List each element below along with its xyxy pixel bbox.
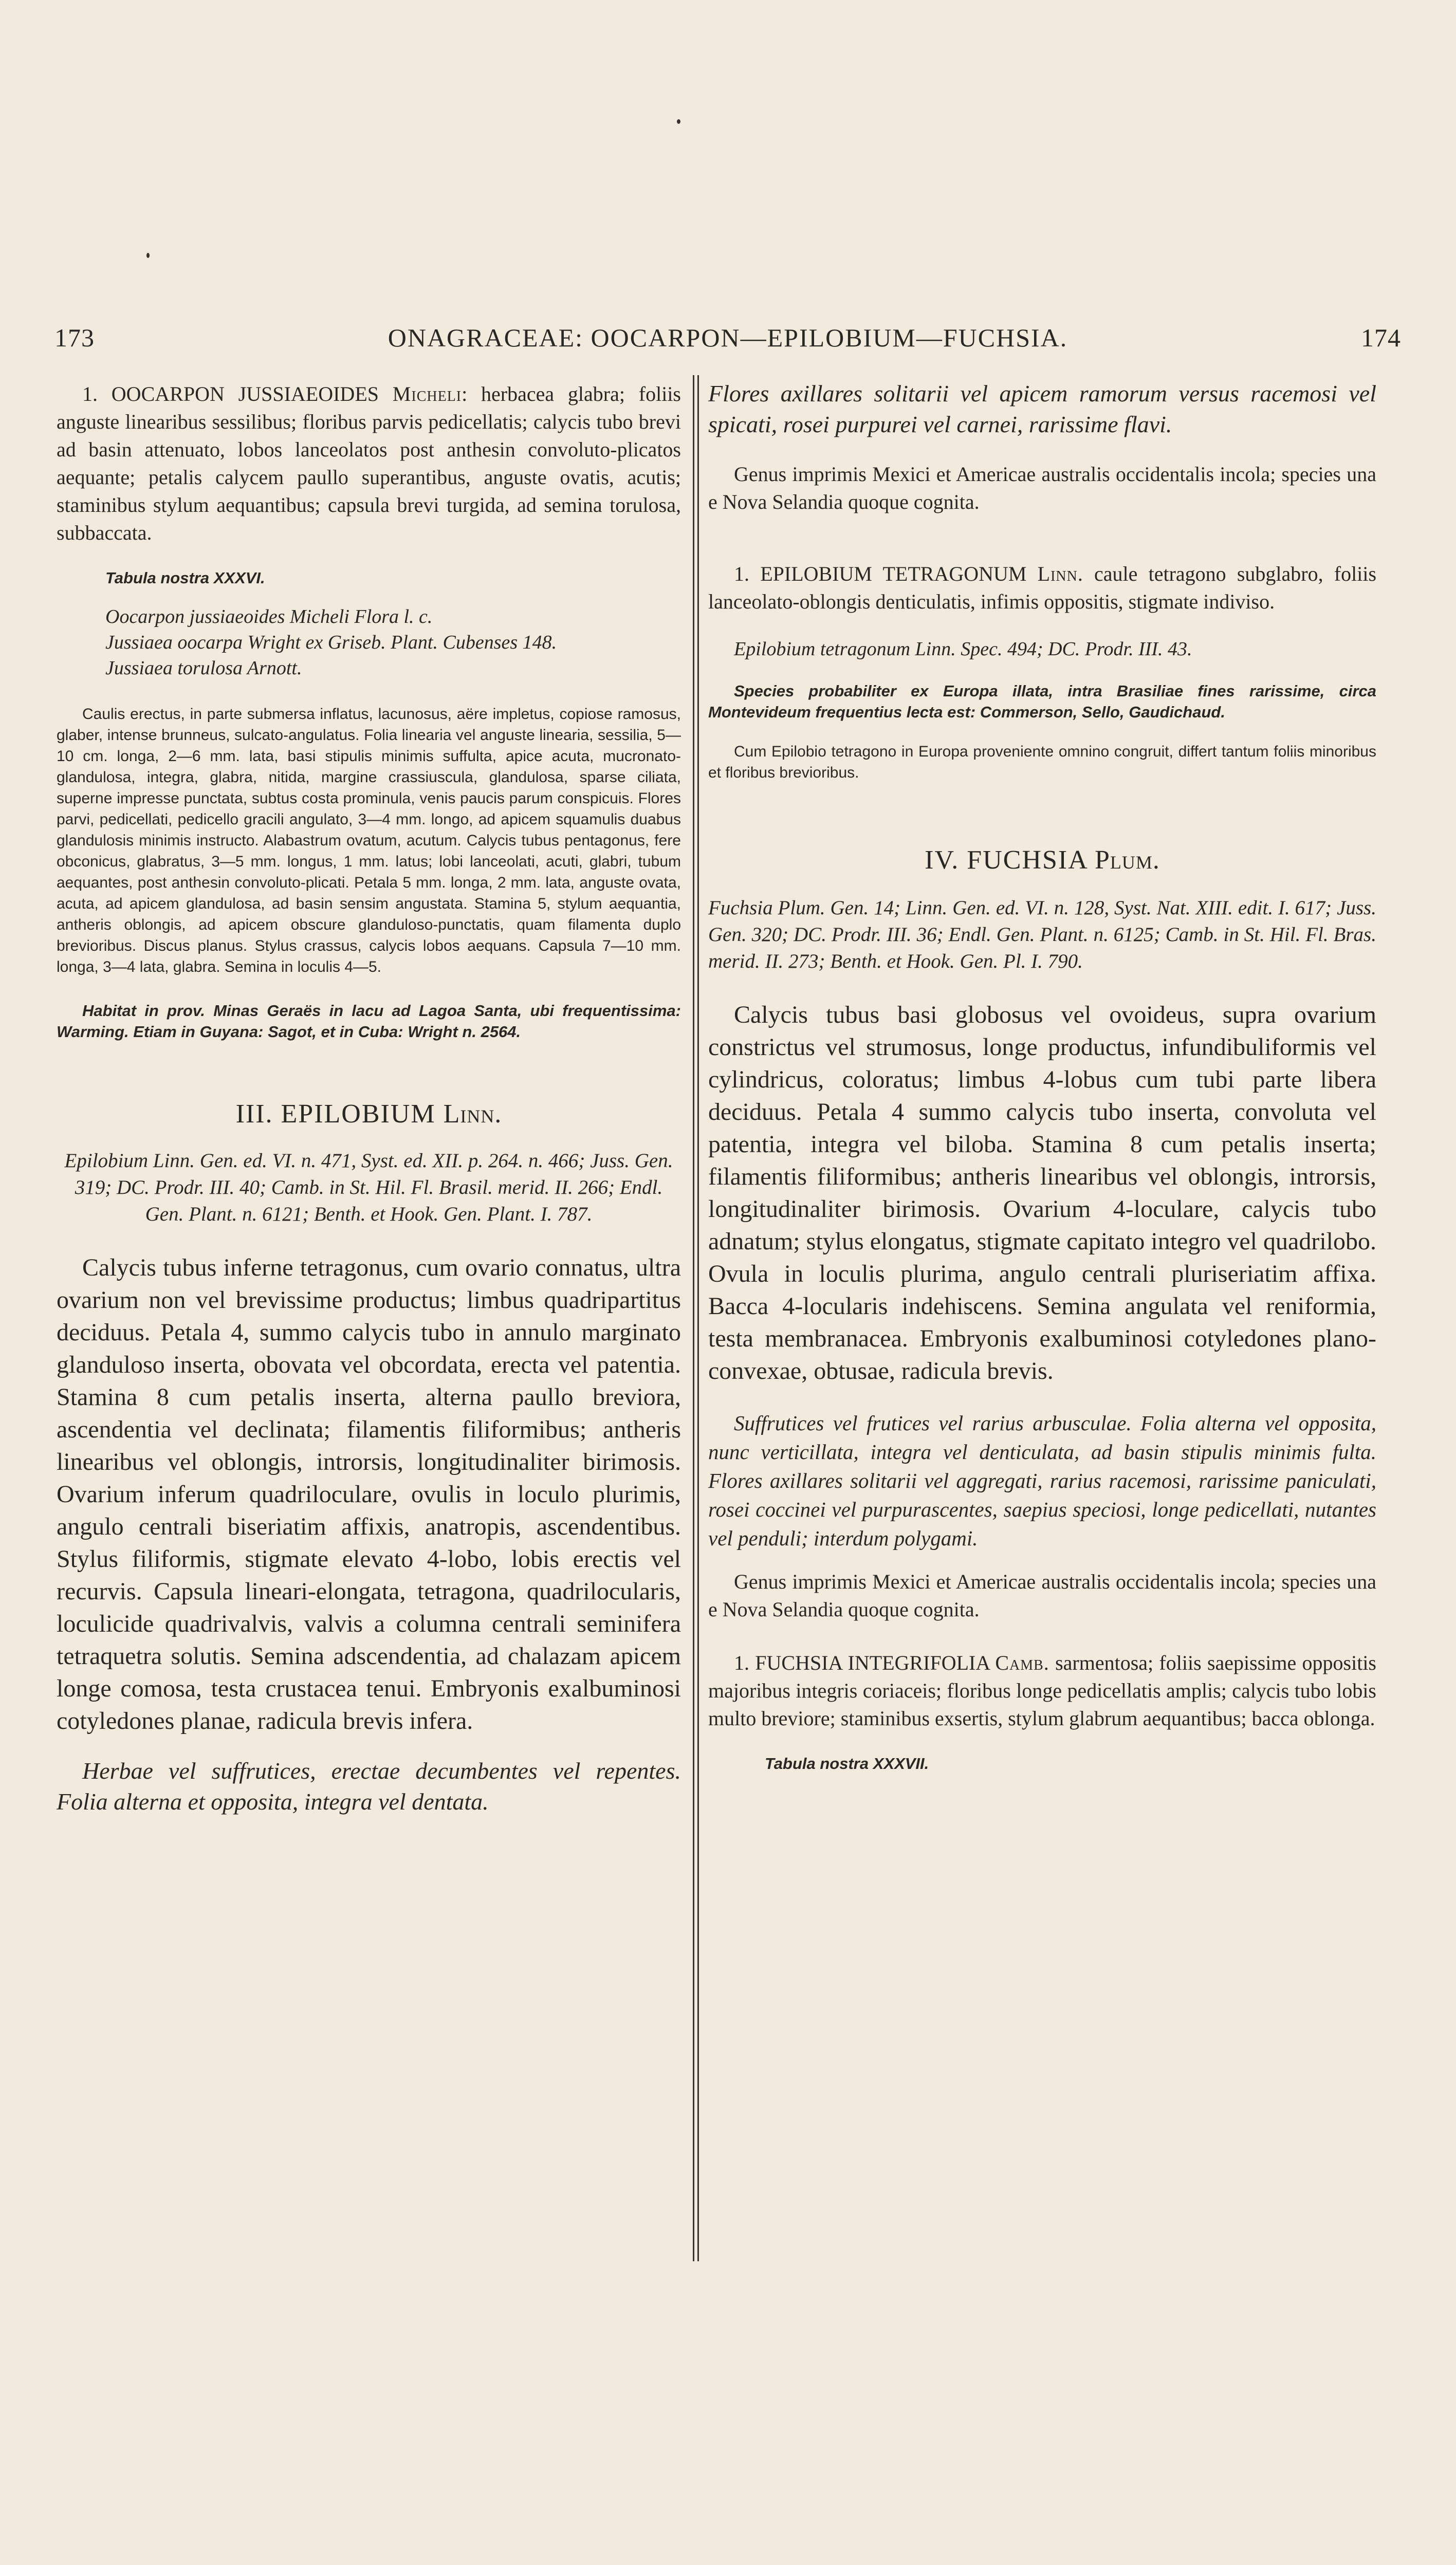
stray-mark — [677, 119, 680, 124]
genus-references: Epilobium Linn. Gen. ed. VI. n. 471, Syst. ed. XII. p. 264. n. 466; Juss. Gen. 319; DC. Prodr. III. 40; Camb. in St. Hil. Fl. Brasil. merid. II. 266; Endl. Gen. Plant. n. 6121; Benth. et Hook. Gen. Plant. I. 787. — [64, 1150, 673, 1225]
column-divider-rule — [697, 375, 699, 2261]
genus-heading — [57, 1099, 681, 1129]
species-note: Cum Epilobio tetragono in Europa proveniente omnino congruit, differt tantum foliis minoribus et floribus brevioribus. — [708, 743, 1376, 781]
genus-habit-continued: Flores axillares solitarii vel apicem ramorum versus racemosi vel spicati, rosei purpurei vel carnei, rarissime flavi. — [708, 380, 1376, 437]
synonym: Jussiaea oocarpa Wright ex Griseb. Plant. Cubenses 148. — [105, 632, 557, 653]
species-description — [708, 1649, 1376, 1732]
species-number: 1. — [82, 382, 98, 405]
right-column — [708, 375, 1376, 1774]
running-title: ONAGRACEAE: OOCARPON—EPILOBIUM—FUCHSIA. — [388, 323, 1068, 352]
species-author: Micheli — [392, 382, 462, 405]
synonym: Oocarpon jussiaeoides Micheli Flora l. c. — [105, 606, 433, 628]
genus-author: Plum. — [1094, 845, 1160, 875]
species-reference: Epilobium tetragonum Linn. Spec. 494; DC. Prodr. III. 43. — [734, 638, 1192, 660]
genus-description: Calycis tubus inferne tetragonus, cum ovario connatus, ultra ovarium non vel brevissime productus; limbus quadripartitus deciduus. Petala 4, summo calycis tubo in annulo marginato glanduloso inserta, obovata vel obcordata, erecta vel patentia. Stamina 8 cum petalis inserta, alterna paullo breviora, ascendentia vel declinata; filamentis filiformibus; antheris linearibus vel oblongis, introrsis, longitudinaliter birimosis. Ovarium inferum quadriloculare, ovulis in loculo plurimis, angulo centrali biseriatim affixis, anatropis, ascendentibus. Stylus filiformis, stigmate elevato 4-lobo, lobis erectis vel recurvis. Capsula lineari-elongata, tetragona, quadrilocularis, loculicide quadrivalvis, valvis a columna centrali seminifera tetraquetra solutis. Semina adscendentia, ad chalazam apicem longe comosa, testa crustacea tenui. Embryonis exalbuminosi cotyledones planae, radicula brevis infera. — [57, 1254, 681, 1734]
species-diagnosis: sarmentosa; foliis saepissime oppositis majoribus integris coriaceis; floribus longe pedicellatis amplis; calycis tubo lobis multo breviore; staminibus exsertis, stylum glabrum aequantibus; bacca oblonga. — [708, 1651, 1376, 1730]
page-number-right: 174 — [1361, 323, 1401, 352]
species-number: 1. — [734, 562, 749, 585]
left-column — [57, 375, 681, 1817]
genus-description: Calycis tubus basi globosus vel ovoideus, supra ovarium constrictus vel strumosus, longe productus, infundibuliformis vel cylindricus, coloratus; limbus 4-lobus cum tubi parte libera deciduus. Petala 4 summo calycis tubo inserta, convoluta vel patentia, integra vel biloba. Stamina 8 cum petalis inserta; filamentis filiformibus; antheris linearibus vel oblongis, introrsis, longitudinaliter birimosis. Ovarium 4-loculare, calycis tubo adnatum; stylus elongatus, stigmate capitato integro vel quadrilobo. Ovula in loculis plurima, angulo centrali pluriseriatim affixa. Bacca 4-locularis indehiscens. Semina angulata vel reniformia, testa membranacea. Embryonis exalbuminosi cotyledones plano-convexae, obtusae, radicula brevis. — [708, 1001, 1376, 1385]
species-habitat: Species probabiliter ex Europa illata, intra Brasiliae fines rarissime, circa Montevideum frequentius lecta est: Commerson, Sello, Gaudichaud. — [708, 682, 1376, 721]
column-divider-rule — [693, 375, 694, 2261]
habitat-note: Habitat in prov. Minas Geraës in lacu ad Lagoa Santa, ubi frequentissima: Warming. Etiam in Guyana: Sagot, et in Cuba: Wright n. 2564. — [57, 1002, 681, 1041]
detailed-description: Caulis erectus, in parte submersa inflatus, lacunosus, aëre impletus, copiose ramosus, glaber, intense brunneus, sulcato-angulatus. Folia linearia vel anguste linearia, sessilia, 5—10 cm. longa, 2—6 mm. lata, basi stipulis minimis suffulta, apice acuta, mucronato-glandulosa, integra, glabra, nitida, margine crassiuscula, glandulosa, sparse ciliata, superne impresse punctata, subtus costa prominula, venis paucis parum conspicuis. Flores parvi, pedicellati, pedicello gracili angulato, 3—4 mm. longo, ad apicem squamulis duabus glandulosis minimis instructo. Alabastrum ovatum, acutum. Calycis tubus pentagonus, fere obconicus, glabratus, 3—5 mm. longus, 1 mm. latus; lobi lanceolati, acuti, glabri, tubum aequantes, post anthesin convoluto-plicati. Petala 5 mm. longa, 2 mm. lata, anguste ovata, acuta, ad apicem glandulosa, ad basin sensim angustata. Stamina 5, stylum aequantia, antheris oblongis, ad apicem obscure glanduloso-punctatis, quam filamenta duplo brevioribus. Discus planus. Stylus crassus, calycis lobos aequans. Capsula 7—10 mm. longa, 3—4 lata, glabra. Semina in loculis 4—5. — [57, 706, 681, 975]
genus-title: IV. FUCHSIA — [925, 845, 1087, 875]
genus-references: Fuchsia Plum. Gen. 14; Linn. Gen. ed. VI. n. 128, Syst. Nat. XIII. edit. I. 617; Juss. Gen. 320; DC. Prodr. III. 36; Endl. Gen. Plant. n. 6125; Camb. in St. Hil. Fl. Bras. merid. II. 273; Benth. et Hook. Gen. Pl. I. 790. — [708, 897, 1376, 972]
running-header — [54, 323, 1401, 354]
genus-habit: Herbae vel suffrutices, erectae decumbentes vel repentes. Folia alterna et opposita, integra vel dentata. — [57, 1758, 681, 1815]
genus-author: Linn. — [443, 1099, 502, 1129]
species-author: Camb. — [995, 1651, 1049, 1674]
plate-reference: Tabula nostra XXXVII. — [765, 1755, 929, 1773]
species-name: OOCARPON JUSSIAEOIDES — [111, 382, 379, 405]
stray-mark — [146, 253, 150, 258]
genus-title: III. EPILOBIUM — [235, 1099, 436, 1129]
species-name: EPILOBIUM TETRAGONUM — [760, 562, 1027, 585]
species-description — [708, 560, 1376, 616]
species-diagnosis: caule tetragono subglabro, foliis lanceolato-oblongis denticulatis, infimis oppositis, stigmate indiviso. — [708, 562, 1377, 613]
genus-heading — [708, 845, 1376, 875]
species-description — [57, 380, 681, 547]
genus-distribution: Genus imprimis Mexici et Americae australis occidentalis incola; species una e Nova Selandia quoque cognita. — [708, 1570, 1376, 1621]
species-diagnosis: : herbacea glabra; foliis anguste linearibus sessilibus; floribus parvis pedicellatis; calycis tubo brevi ad basin attenuato, lobos lanceolatos post anthesin convoluto-plicatos aequante; petalis calycem paullo superantibus, anguste ovatis, acutis; staminibus stylum aequantibus; capsula brevi turgida, ad semina torulosa, subbaccata. — [57, 382, 681, 544]
species-number: 1. — [734, 1651, 749, 1674]
plate-reference: Tabula nostra XXXVI. — [105, 569, 265, 587]
species-name: FUCHSIA INTEGRIFOLIA — [755, 1651, 990, 1674]
species-author: Linn. — [1037, 562, 1083, 585]
genus-distribution: Genus imprimis Mexici et Americae australis occidentalis incola; species una e Nova Selandia quoque cognita. — [708, 463, 1376, 513]
page-number-left: 173 — [54, 323, 95, 352]
genus-habit: Suffrutices vel frutices vel rarius arbusculae. Folia alterna vel opposita, nunc verticillata, integra vel denticulata, ad basin stipulis minimis fulta. Flores axillares solitarii vel aggregati, rarius racemosi, rarissime paniculati, rosei coccinei vel purpurascentes, saepius speciosi, longe pedicellati, nutantes vel penduli; interdum polygami. — [708, 1411, 1376, 1550]
synonym: Jussiaea torulosa Arnott. — [105, 657, 302, 679]
synonyms — [57, 604, 681, 681]
